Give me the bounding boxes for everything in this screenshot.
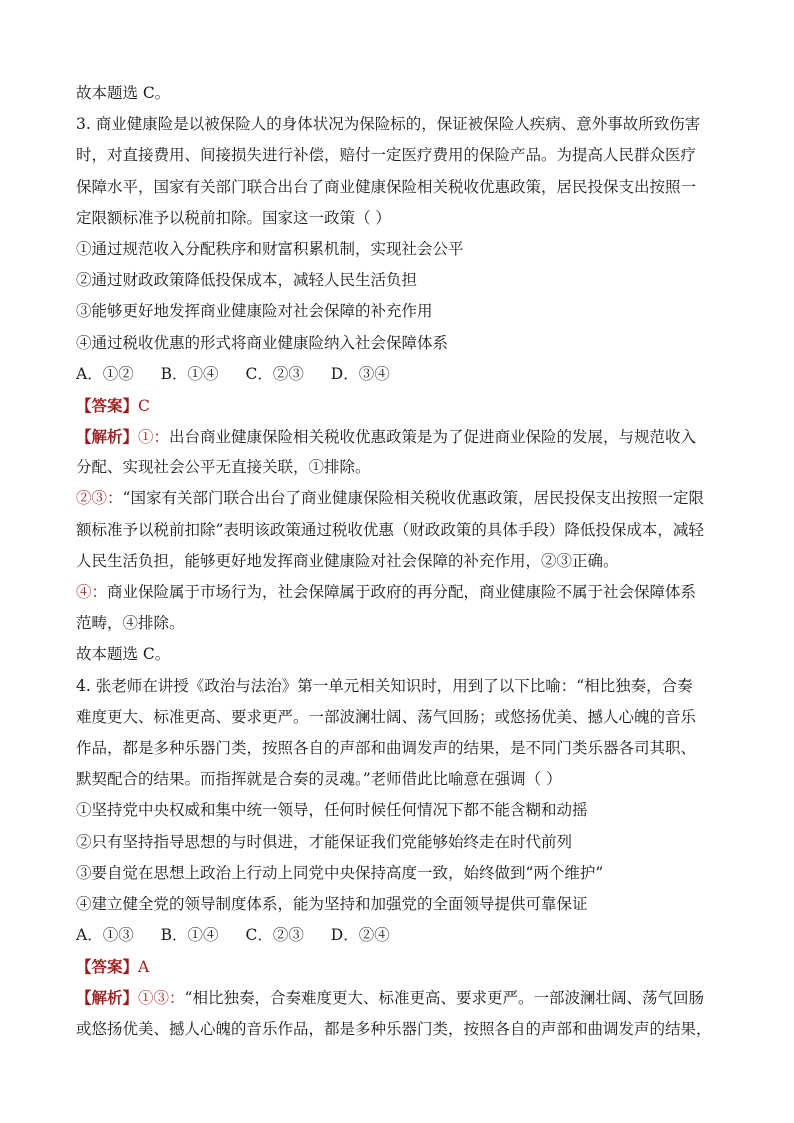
answer-label: 【答案】 bbox=[76, 395, 139, 415]
analysis-text: 出台商业健康保险相关税收优惠政策是为了促进商业保险的发展，与规范收入 bbox=[169, 428, 697, 447]
analysis-text: “国家有关部门联合出台了商业健康保险相关税收优惠政策，居民投保支出按照一定限 bbox=[122, 489, 704, 508]
q3-stem-line: 保障水平，国家有关部门联合出台了商业健康保险相关税收优惠政策，居民投保支出按照一 bbox=[76, 177, 697, 196]
q4-stem-line: 默契配合的结果。而指挥就是合奏的灵魂。”老师借此比喻意在强调（ ） bbox=[76, 770, 562, 789]
analysis-text: “相比独奏，合奏难度更大、标准更高、要求更严。一部波澜壮阔、荡气回肠 bbox=[184, 989, 704, 1008]
q3-stem-line: 定限额标准予以税前扣除。国家这一政策（ ） bbox=[76, 208, 391, 227]
analysis-text: 商业保险属于市场行为，社会保障属于政府的再分配，商业健康险不属于社会保障体系 bbox=[107, 583, 697, 601]
analysis-lead: ①③： bbox=[138, 989, 185, 1008]
answer-value: A bbox=[138, 958, 150, 977]
analysis-text: 或悠扬优美、撼人心魄的音乐作品，都是多种乐器门类，按照各自的声部和曲调发声的结果， bbox=[76, 1019, 712, 1038]
answer-label: 【答案】 bbox=[76, 957, 139, 977]
analysis-text: 人民生活负担，能够更好地发挥商业健康险对社会保障的补充作用，②③正确。 bbox=[76, 551, 619, 570]
q4-statement: ④建立健全党的领导制度体系，能为坚持和加强党的全面领导提供可靠保证 bbox=[76, 894, 588, 913]
q3-analysis-line bbox=[76, 452, 726, 483]
q4-statement: ②只有坚持指导思想的与时俱进，才能保证我们党能够始终走在时代前列 bbox=[76, 832, 573, 851]
answer-value: C bbox=[138, 396, 150, 415]
q3-statement: ④通过税收优惠的形式将商业健康险纳入社会保障体系 bbox=[76, 333, 449, 352]
analysis-lead: ④： bbox=[76, 583, 108, 601]
q4-option-c: C．②③ bbox=[245, 926, 304, 945]
analysis-lead: ②③： bbox=[76, 489, 123, 508]
q4-stem-line: 难度更大、标准更高、要求更严。一部波澜壮阔、荡气回肠；或悠扬优美、撼人心魄的音乐 bbox=[76, 707, 697, 726]
analysis-lead: ①： bbox=[138, 428, 170, 447]
analysis-text: 范畴，④排除。 bbox=[76, 614, 185, 633]
q3-option-c: C．②③ bbox=[245, 364, 304, 383]
analysis-text: 额标准予以税前扣除”表明该政策通过税收优惠（财政政策的具体手段）降低投保成本，减轻 bbox=[76, 520, 704, 539]
q3-statement: ③能够更好地发挥商业健康险对社会保障的补充作用 bbox=[76, 302, 433, 321]
q4-stem-line: 4. 张老师在讲授《政治与法治》第一单元相关知识时，用到了以下比喻：“相比独奏，合奏 bbox=[76, 676, 693, 695]
analysis-text: 分配、实现社会公平无直接关联，①排除。 bbox=[76, 458, 371, 477]
q4-answer bbox=[76, 951, 726, 982]
q3-stem-line: 3. 商业健康险是以被保险人的身体状况为保险标的，保证被保险人疾病、意外事故所致伤害 bbox=[76, 115, 701, 134]
q2-conclusion: 故本题选 C。 bbox=[76, 84, 171, 102]
q3-option-d: D．③④ bbox=[330, 364, 390, 383]
q3-stem-line: 时，对直接费用、间接损失进行补偿，赔付一定医疗费用的保险产品。为提高人民群众医疗 bbox=[76, 146, 697, 165]
q3-analysis-line bbox=[76, 546, 726, 577]
document-content bbox=[76, 78, 726, 1045]
q3-option-a: A．①② bbox=[76, 364, 134, 383]
q3-option-b: B．①④ bbox=[160, 364, 219, 383]
analysis-label: 【解析】 bbox=[76, 427, 139, 447]
analysis-label: 【解析】 bbox=[76, 988, 139, 1008]
q3-conclusion: 故本题选 C。 bbox=[76, 645, 171, 664]
q4-option-d: D．②④ bbox=[330, 926, 390, 945]
q4-analysis-line bbox=[76, 1014, 726, 1045]
q4-stem-line: 作品，都是多种乐器门类，按照各自的声部和曲调发声的结果，是不同门类乐器各司其职、 bbox=[76, 738, 697, 757]
q4-option-a: A．①③ bbox=[76, 926, 134, 945]
q3-statement: ②通过财政政策降低投保成本，减轻人民生活负担 bbox=[76, 271, 418, 290]
q3-answer bbox=[76, 390, 726, 421]
q3-analysis-line bbox=[76, 515, 726, 546]
q4-option-b: B．①④ bbox=[160, 926, 219, 945]
q3-analysis-line bbox=[76, 577, 726, 608]
question-3 bbox=[76, 109, 726, 670]
q3-options bbox=[76, 359, 726, 390]
q4-statement: ①坚持党中央权威和集中统一领导，任何时候任何情况下都不能含糊和动摇 bbox=[76, 801, 588, 820]
q4-options bbox=[76, 920, 726, 951]
question-4 bbox=[76, 671, 726, 1045]
q3-analysis-line bbox=[76, 483, 726, 514]
q3-analysis-line bbox=[76, 608, 726, 639]
q3-statement: ①通过规范收入分配秩序和财富积累机制，实现社会公平 bbox=[76, 239, 464, 258]
q4-statement: ③要自觉在思想上政治上行动上同党中央保持高度一致，始终做到“两个维护” bbox=[76, 863, 604, 882]
q3-analysis-line bbox=[76, 421, 726, 452]
q4-analysis-line bbox=[76, 982, 726, 1013]
